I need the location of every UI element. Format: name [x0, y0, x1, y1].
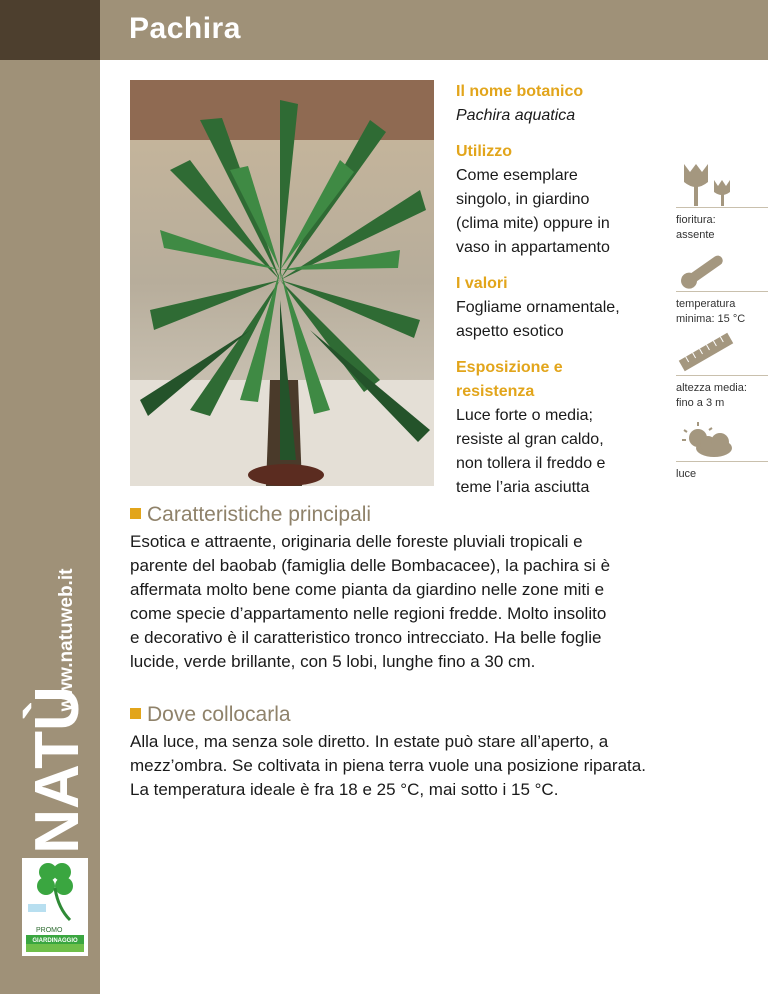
promo-giardinaggio-logo [22, 858, 88, 956]
title-bar [100, 0, 768, 60]
light-indicator [676, 420, 768, 481]
brand-name-text: NATÙ [23, 686, 92, 854]
section-title-characteristics [130, 503, 371, 527]
brand-vertical-logo [20, 450, 92, 854]
use-heading: Utilizzo [456, 143, 512, 160]
paragraph-line: mezz’ombra. Se coltivata in piena terra vuole una posizione riparata. [130, 756, 646, 775]
exposure-heading: Esposizione e [456, 359, 563, 376]
exposure-line: Luce forte o media; [456, 407, 593, 424]
paragraph-line: come specie d’appartamento nelle regioni fredde. Molto insolito [130, 604, 607, 623]
botanical-heading: Il nome botanico [456, 83, 584, 100]
logo-text-promo: PROMO [36, 927, 63, 934]
stripe-top-block [0, 0, 100, 60]
flowering-value: assente [676, 229, 715, 241]
botanical-name: Pachira aquatica [456, 107, 576, 124]
temperature-indicator [676, 250, 768, 326]
section-title-placement [130, 703, 291, 727]
section-body-characteristics [130, 530, 740, 674]
pachira-plant-photo [130, 80, 434, 486]
light-caption: luce [676, 468, 697, 480]
paragraph-line: e decorativo è il caratteristico tronco intrecciato. Ha belle foglie [130, 628, 602, 647]
section-title-text: Caratteristiche principali [147, 503, 372, 526]
values-line: aspetto esotico [456, 323, 564, 340]
flowering-indicator [676, 160, 768, 242]
paragraph-line: Esotica e attraente, originaria delle foreste pluviali tropicali e [130, 532, 583, 551]
tulip-icon [676, 160, 736, 206]
exposure-heading: resistenza [456, 383, 535, 400]
height-value: fino a 3 m [676, 397, 725, 409]
exposure-line: non tollera il freddo e [456, 455, 606, 472]
exposure-line: teme l’aria asciutta [456, 479, 590, 496]
website-text: www.natuweb.it [56, 568, 77, 712]
sun-cloud-icon [676, 420, 736, 460]
values-heading: I valori [456, 275, 508, 292]
use-line: singolo, in giardino [456, 191, 590, 208]
temperature-caption: temperatura [676, 298, 736, 310]
use-line: (clima mite) oppure in [456, 215, 610, 232]
height-indicator [676, 330, 768, 410]
square-bullet-icon [130, 508, 141, 519]
use-line: vaso in appartamento [456, 239, 610, 256]
paragraph-line: lucide, verde brillante, con 5 lobi, lunghe fino a 30 cm. [130, 652, 536, 671]
exposure-line: resiste al gran caldo, [456, 431, 604, 448]
height-caption: altezza media: [676, 382, 747, 394]
page-title: Pachira [129, 12, 241, 45]
temperature-value: minima: 15 °C [676, 313, 746, 325]
info-column [456, 80, 656, 500]
paragraph-line: Alla luce, ma senza sole diretto. In estate può stare all’aperto, a [130, 732, 609, 751]
section-body-placement [130, 730, 740, 802]
paragraph-line: parente del baobab (famiglia delle Bombacacee), la pachira si è [130, 556, 611, 575]
flowering-caption: fioritura: [676, 214, 716, 226]
logo-text-giardinaggio: GIARDINAGGIO [32, 938, 78, 944]
section-title-text: Dove collocarla [147, 703, 291, 726]
ruler-icon [676, 330, 736, 374]
use-line: Come esemplare [456, 167, 578, 184]
square-bullet-icon [130, 708, 141, 719]
paragraph-line: La temperatura ideale è fra 18 e 25 °C, mai sotto i 15 °C. [130, 780, 559, 799]
paragraph-line: affermata molto bene come pianta da giardino nelle zone miti e [130, 580, 605, 599]
values-line: Fogliame ornamentale, [456, 299, 620, 316]
thermometer-icon [676, 250, 736, 290]
